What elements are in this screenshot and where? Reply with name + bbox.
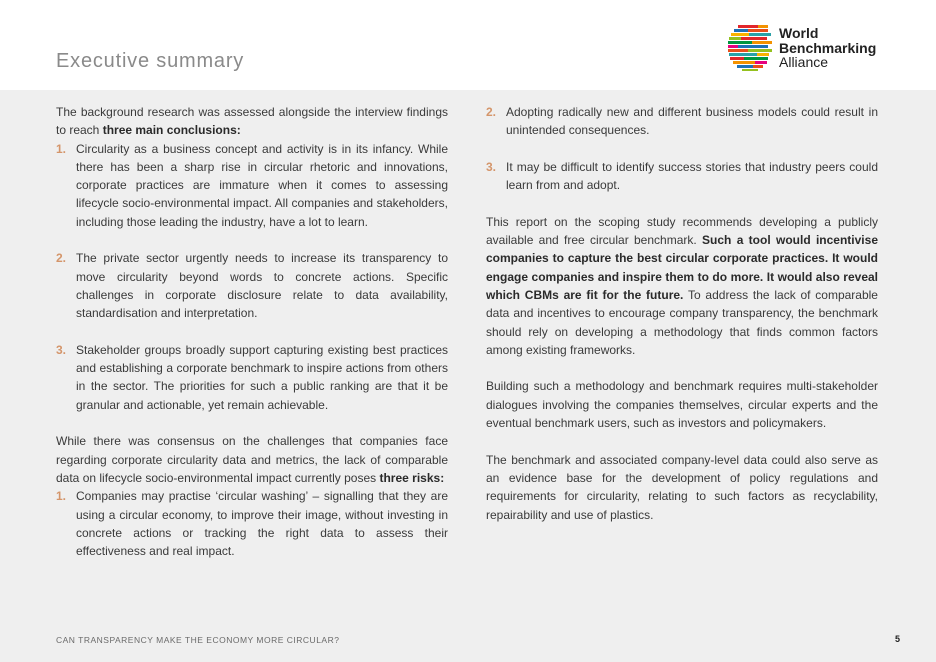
intro-paragraph: The background research was assessed alongside the interview findings to reach three main conclusions: [56, 105, 448, 138]
right-column [486, 103, 878, 524]
risks-intro-paragraph: While there was consensus on the challenges that companies face regarding corporate circularity data and metrics, the lack of comparable data on lifecycle socio-environmental impact currently poses three risks: [56, 434, 448, 485]
risk-item: 3. It may be difficult to identify success stories that industry peers could learn from and adopt. [486, 159, 878, 193]
conclusion-item: 1. Circularity as a business concept and activity is in its infancy. While there has been a sharp rise in circular rhetoric and innovations, corporate practices are immature when it comes to assessing lifecycle socio-environmental impact. All companies and stakeholders, including those leading the industry, have a lot to learn. [56, 141, 448, 229]
conclusion-item: 3. Stakeholder groups broadly support capturing existing best practices and establishing a corporate benchmark to inspire actions from others in the sector. The priorities for such a public ranking are that it be granular and actionable, yet remain achievable. [56, 342, 448, 412]
wba-logo-text: World Benchmarking Alliance [779, 25, 877, 70]
footer-title: CAN TRANSPARENCY MAKE THE ECONOMY MORE CIRCULAR? [56, 635, 340, 645]
page-title: Executive summary [56, 50, 245, 72]
left-column [56, 103, 448, 560]
page-number: 5 [894, 634, 900, 644]
recommendation-paragraph: This report on the scoping study recommends developing a publicly available and free circular benchmark. Such a tool would incentivise companies to capture the best circular corporate practices. It would engage companies and inspire them to do more. It would also reveal which CBMs are fit for the future. To address the lack of comparable data and incentives to encourage company transparency, the benchmark should rely on developing a methodology that finds common factors among existing frameworks. [486, 214, 878, 357]
page-header [0, 0, 936, 90]
risk-item: 1. Companies may practise ‘circular washing’ – signalling that they are using a circular economy, to improve their image, without investing in concrete actions or tracking the right data to assess their effectiveness and real impact. [56, 489, 448, 559]
evidence-paragraph: The benchmark and associated company-level data could also serve as an evidence base for the development of policy regulations and requirements for circularity, relating to such factors as recyclability, repairability and use of plastics. [486, 452, 878, 522]
conclusion-item: 2. The private sector urgently needs to increase its transparency to move circularity beyond words to concrete actions. Specific challenges in corporate disclosure relate to data availability, standardisation and interpretation. [56, 251, 448, 321]
wba-logo-mark-icon [728, 24, 774, 72]
methodology-paragraph: Building such a methodology and benchmark requires multi-stakeholder dialogues involving the companies themselves, circular experts and the eventual benchmark users, such as investors and policymakers. [486, 379, 878, 431]
risk-item: 2. Adopting radically new and different business models could result in unintended consequences. [486, 105, 878, 138]
